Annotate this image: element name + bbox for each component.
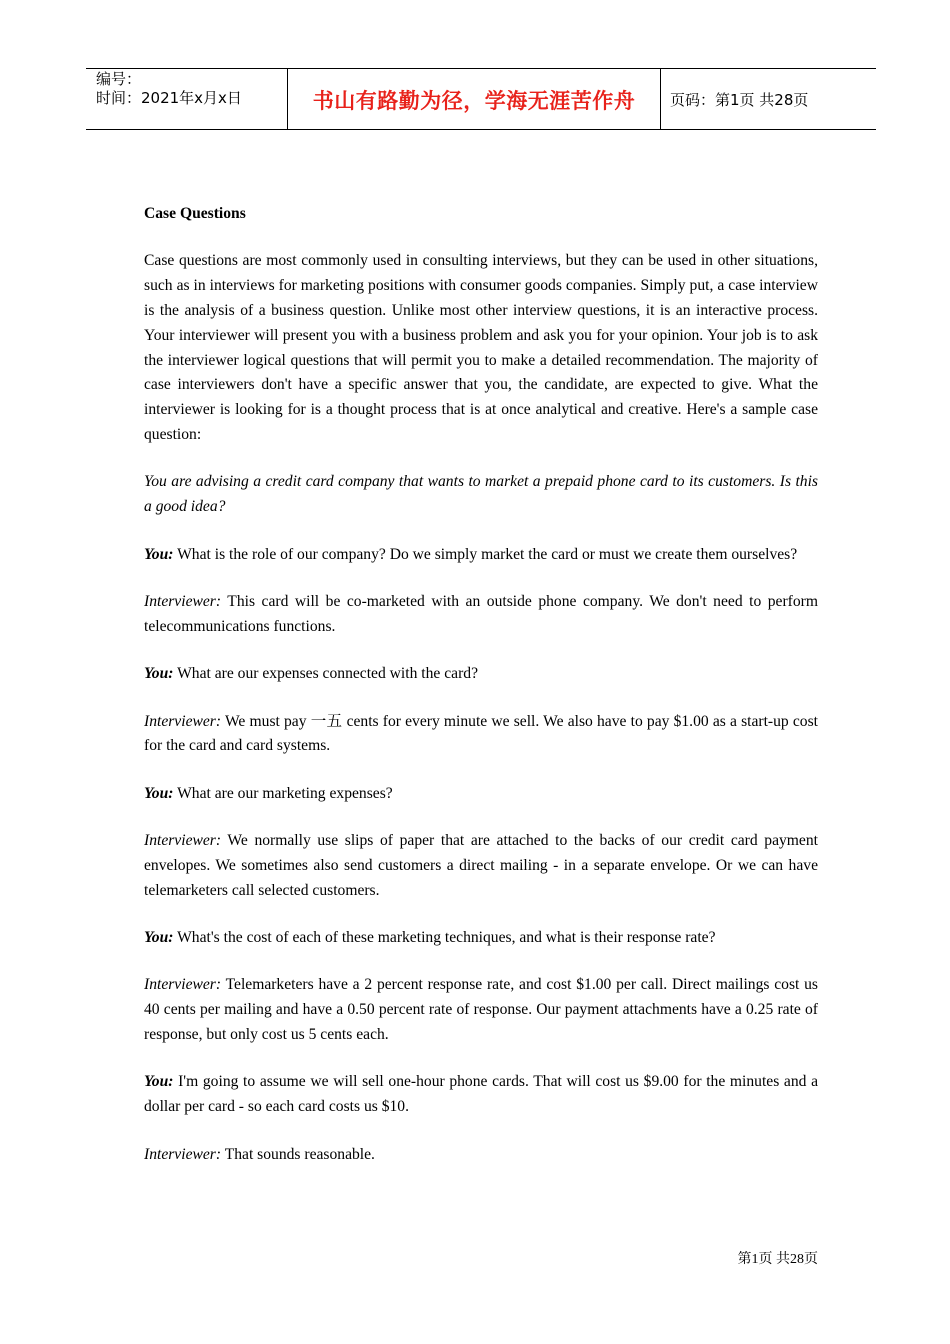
case-prompt: You are advising a credit card company that wants to market a prepaid phone card to its customers. Is this a good idea? <box>144 473 818 516</box>
speaker-label: Interviewer: <box>144 976 222 994</box>
dialogue-line <box>144 1070 818 1120</box>
document-title: Case Questions <box>144 205 246 222</box>
header-number-label: 编号： <box>96 70 142 88</box>
dialogue-text: We normally use slips of paper that are attached to the backs of our credit card payment envelopes. We sometimes also send customers a direct mailing - in a separate envelope. Or we can have telemarketers call selected customers. <box>144 832 818 899</box>
dialogue-line <box>144 1143 818 1168</box>
header-meta <box>96 70 286 108</box>
dialogue-text: We must pay 一五 cents for every minute we sell. We also have to pay $1.00 as a start-up cost for the card and card systems. <box>144 712 818 755</box>
speaker-label: Interviewer: <box>144 832 222 850</box>
header-time-label: 时间：2021年x月x日 <box>96 89 242 107</box>
dialogue-text: That sounds reasonable. <box>221 1145 375 1163</box>
dialogue-line <box>144 782 818 807</box>
speaker-label: Interviewer: <box>144 712 222 730</box>
speaker-label: You: <box>144 1073 174 1091</box>
dialogue-line <box>144 543 818 568</box>
dialogue-text: What are our marketing expenses? <box>173 784 393 802</box>
dialogue-line <box>144 590 818 640</box>
header-page-info: 页码：第1页 共28页 <box>670 90 809 109</box>
dialogue-text: What are our expenses connected with the card? <box>173 665 478 683</box>
speaker-label: You: <box>144 929 174 947</box>
dialogue-line <box>144 710 818 760</box>
document-body <box>144 202 818 1190</box>
dialogue-text: Telemarketers have a 2 percent response rate, and cost $1.00 per call. Direct mailings cost us 40 cents per mailing and have a 0.50 percent rate of response. Our payment attachments have a 0.25 rate of response, but only cost us 5 cents each. <box>144 976 818 1044</box>
dialogue <box>144 543 818 1168</box>
dialogue-text: What is the role of our company? Do we simply market the card or must we create them ourselves? <box>173 545 798 563</box>
intro-paragraph: Case questions are most commonly used in consulting interviews, but they can be used in other situations, such as in interviews for marketing positions with consumer goods companies. Simply put, a case interview is the analysis of a business question. Unlike most other interview questions, it is an interactive process. Your interviewer will present you with a business problem and ask you for your opinion. Your job is to ask the interviewer logical questions that will permit you to make a detailed recommendation. The majority of case interviewers don't have a specific answer that you, the candidate, are expected to give. What the interviewer is looking for is a thought process that is at once analytical and creative. Here's a sample case question: <box>144 252 818 443</box>
speaker-label: You: <box>144 665 174 683</box>
speaker-label: You: <box>144 545 174 563</box>
speaker-label: You: <box>144 784 174 802</box>
speaker-label: Interviewer: <box>144 592 222 610</box>
header-divider <box>660 69 661 129</box>
dialogue-line <box>144 973 818 1047</box>
dialogue-line <box>144 662 818 687</box>
page-header <box>86 68 876 130</box>
dialogue-text: I'm going to assume we will sell one-hour phone cards. That will cost us $9.00 for the minutes and a dollar per card - so each card costs us $10. <box>144 1073 818 1116</box>
dialogue-line <box>144 926 818 951</box>
header-motto: 书山有路勤为径，学海无涯苦作舟 <box>312 89 636 113</box>
dialogue-text: What's the cost of each of these marketing techniques, and what is their response rate? <box>173 929 716 947</box>
dialogue-text: This card will be co-marketed with an outside phone company. We don't need to perform telecommunications functions. <box>144 592 818 635</box>
dialogue-line <box>144 829 818 903</box>
speaker-label: Interviewer: <box>144 1145 222 1163</box>
page-footer-number: 第1页 共28页 <box>737 1252 818 1267</box>
